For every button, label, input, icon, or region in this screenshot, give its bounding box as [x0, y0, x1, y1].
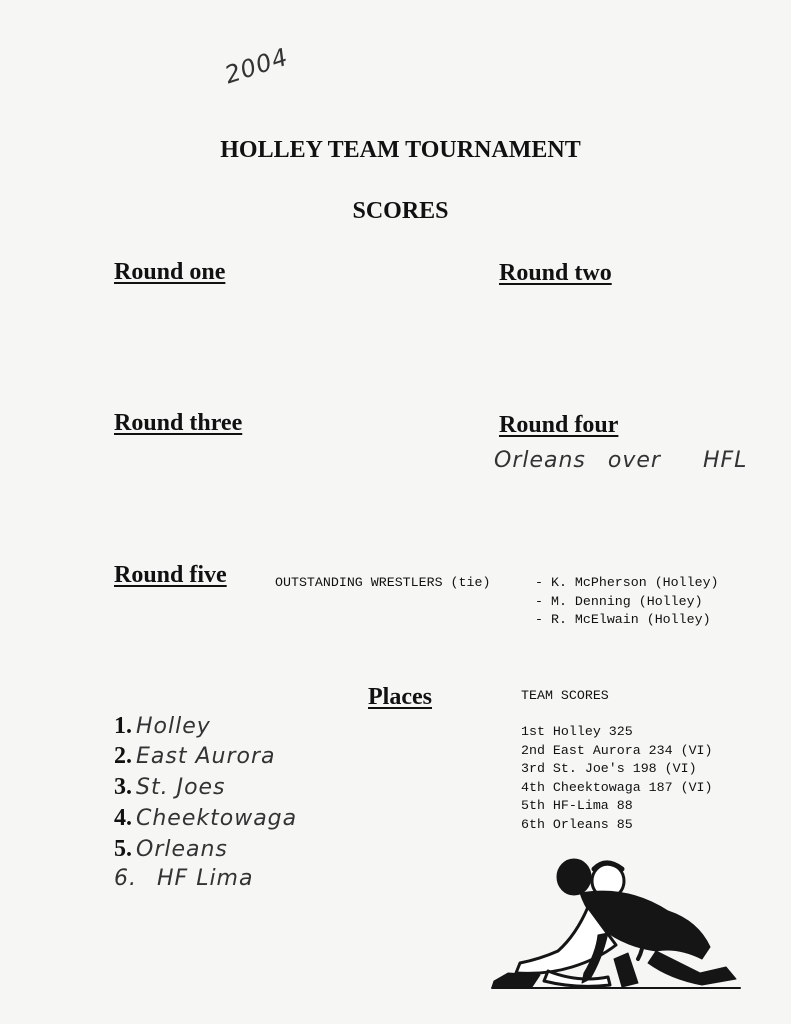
- places-heading: Places: [368, 684, 432, 710]
- place-number: 5.: [114, 836, 132, 862]
- team-scores-heading: TEAM SCORES: [521, 688, 609, 703]
- list-item: [114, 805, 297, 836]
- round-one-heading: Round one: [114, 259, 226, 285]
- page-subtitle: SCORES: [352, 198, 449, 224]
- places-list: [114, 713, 297, 896]
- place-team: East Aurora: [136, 744, 276, 769]
- outstanding-label: OUTSTANDING WRESTLERS (tie): [275, 575, 491, 590]
- place-team: HF Lima: [157, 866, 254, 891]
- handwritten-year: 2004: [221, 42, 292, 90]
- round-three-heading: Round three: [114, 410, 243, 436]
- outstanding-name-3: - R. McElwain (Holley): [535, 612, 711, 627]
- list-item: 1st Holley 325: [521, 724, 633, 739]
- list-item: 3rd St. Joe's 198 (VI): [521, 761, 697, 776]
- page-title: HOLLEY TEAM TOURNAMENT: [220, 137, 581, 163]
- place-team: St. Joes: [136, 775, 226, 800]
- list-item: 4th Cheektowaga 187 (VI): [521, 779, 713, 795]
- place-number: 1.: [114, 713, 132, 739]
- team-scores-list: [521, 724, 713, 835]
- round-four-vs: over: [607, 448, 661, 473]
- list-item: [114, 713, 297, 743]
- list-item: [114, 866, 297, 896]
- list-item: 6th Orleans 85: [521, 816, 633, 832]
- place-team: Holley: [136, 714, 211, 739]
- list-item: [114, 743, 297, 774]
- round-two-heading: Round two: [499, 260, 612, 286]
- round-four-team-a: Orleans: [494, 448, 586, 473]
- outstanding-name-2: - M. Denning (Holley): [535, 594, 703, 609]
- outstanding-name-1: - K. McPherson (Holley): [535, 575, 719, 590]
- list-item: [114, 836, 297, 866]
- list-item: [114, 774, 297, 805]
- place-team: Orleans: [136, 837, 228, 862]
- place-number: 4.: [114, 805, 132, 831]
- round-four-team-b: HFL: [702, 448, 748, 473]
- place-number: 6.: [114, 866, 137, 891]
- round-four-note: [494, 448, 747, 473]
- list-item: 5th HF-Lima 88: [521, 798, 633, 813]
- place-number: 2.: [114, 743, 132, 769]
- round-four-heading: Round four: [499, 412, 619, 438]
- list-item: 2nd East Aurora 234 (VI): [521, 742, 713, 758]
- wrestlers-illustration: [488, 855, 748, 990]
- round-five-heading: Round five: [114, 562, 227, 588]
- place-team: Cheektowaga: [136, 806, 298, 831]
- place-number: 3.: [114, 774, 132, 800]
